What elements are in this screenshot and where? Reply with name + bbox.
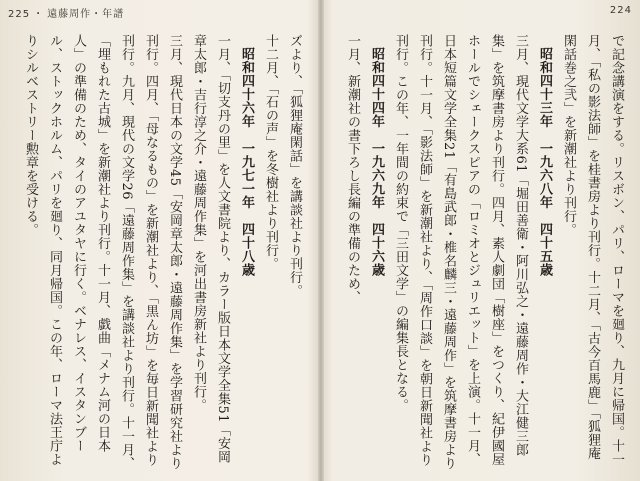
paragraph: 一月、「切支丹の里」を人文書院より、カラー版日本文学全集51「安岡章太郎・吉行淳之介・遠藤周作集」を河出書房新社より刊行。: [191, 34, 230, 464]
paragraph: ズより、「狐狸庵閑話」を講談社より刊行。: [287, 34, 302, 298]
right-page-number: 224: [609, 5, 632, 16]
left-page-running-title: 遠藤周作・年譜: [47, 9, 125, 20]
paragraph: 一月、新潮社の書下ろし長編の準備のため、: [345, 34, 360, 304]
year-heading: 昭和四十四年 一九六九年 四十六歳: [369, 47, 384, 277]
header-separator: ・: [33, 9, 45, 20]
year-heading: 昭和四十三年 一九六八年 四十五歳: [537, 47, 552, 277]
paragraph: で記念講演をする。リスボン、パリ、ローマを廻り、九月に帰国。十一月、「私の影法師」を桂書房より刊行。十二月、「古今百馬鹿」「狐狸庵閑話巻之弐」を新潮社より刊行。: [561, 34, 624, 466]
paragraph: 三月、現代文学大系61「堀田善衛・阿川弘之・遠藤周作・大江健三郎集」を筑摩書房より刊行。四月、素人劇団「樹座」をつくり、紀伊國屋ホールでシェークスピアの「ロミオとジュリエット」を上演。十一月、日本短篇文学全集21「有島武郎・椎名麟三・遠藤周作」を筑摩書房より刊行。十一月、「影法師」を新潮社より、「周作口談」を朝日新聞社より刊行。この年、一年間の約束で「三田文学」の編集長となる。: [393, 34, 528, 471]
paragraph: 三月、現代日本の文学45「安岡章太郎・遠藤周作集」を学習研究社より刊行。四月、「母なるもの」を新潮社より、「黒ん坊」を毎日新聞社より刊行。九月、現代の文学26「遠藤周作集」を講談社より刊行。十一月、「埋もれた古城」を新潮社より刊行。十一月、戯曲「メナム河の日本人」の準備のため、タイのアユタヤに行く。ベナレス、イスタンブール、ストックホルム、パリを廻り、同月帰国。この年、ローマ法王庁よりシルベストリー勲章を受ける。: [23, 34, 182, 471]
left-page-header: [8, 5, 124, 20]
left-page-number: 225: [8, 9, 31, 20]
paragraph: 十二月、「石の声」を冬樹社より刊行。: [263, 34, 278, 271]
left-page: [0, 0, 318, 481]
left-page-text: [8, 34, 306, 471]
right-page: [324, 0, 640, 481]
right-page-text: [334, 34, 628, 471]
right-page-header: [610, 5, 632, 16]
year-heading: 昭和四十六年 一九七一年 四十八歳: [239, 47, 254, 277]
